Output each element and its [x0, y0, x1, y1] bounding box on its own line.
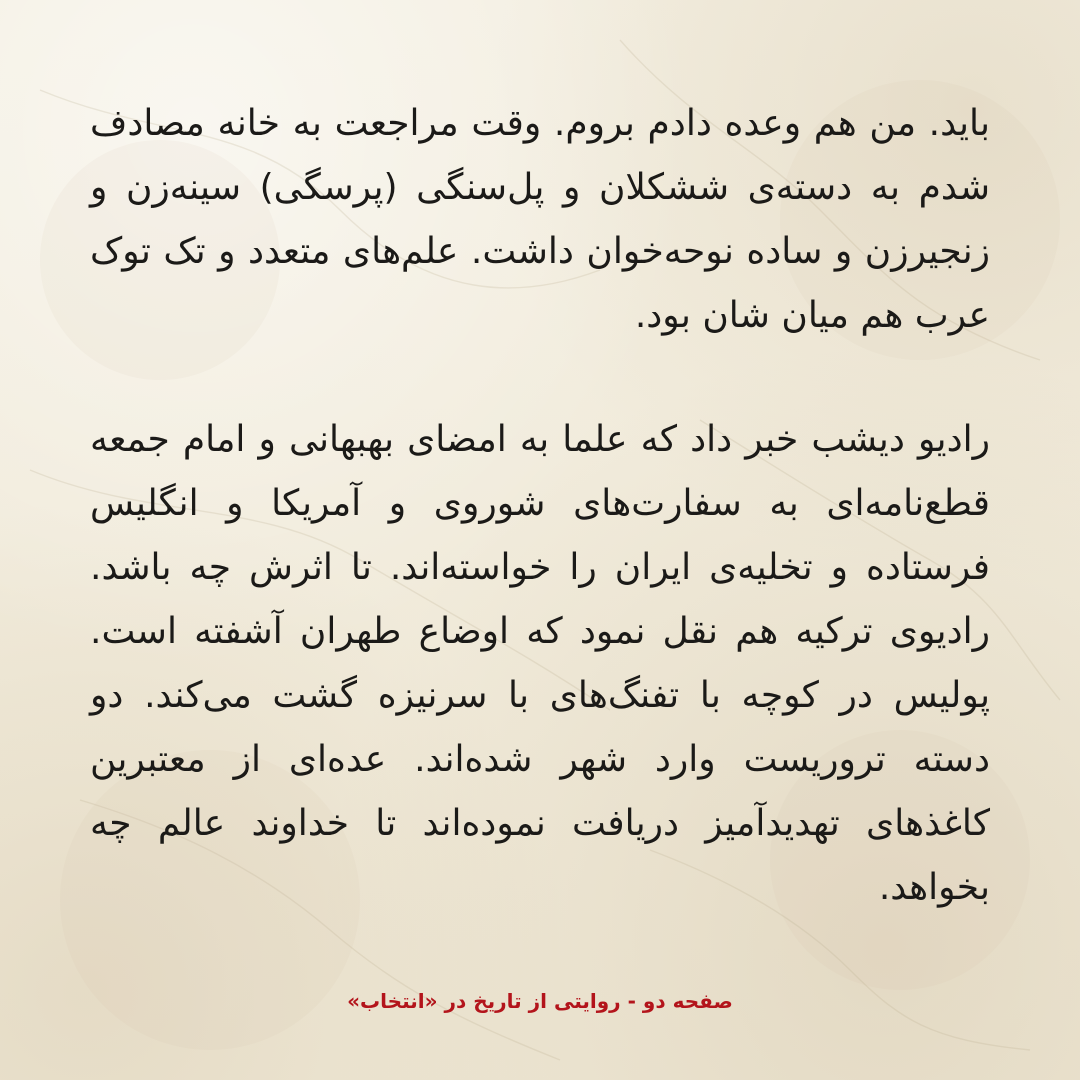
footer-caption: صفحه دو - روایتی از تاریخ در «انتخاب»: [347, 989, 733, 1013]
article-paragraph: باید. من هم وعده دادم بروم. وقت مراجعت به خانه مصادف شدم به دسته‌ی ششکلان و پل‌سنگی (پرسگی) سینه‌زن و زنجیرزن و ساده نوحه‌خوان داشت. علم‌های متعدد و تک توک عرب هم میان شان بود.: [90, 103, 990, 336]
article-paragraph: رادیو دیشب خبر داد که علما به امضای بهبهانی و امام جمعه قطع‌نامه‌ای به سفارت‌های شوروی و آمریکا و انگلیس فرستاده و تخلیه‌ی ایران را خواسته‌اند. تا اثرش چه باشد. رادیوی ترکیه هم نقل نمود که اوضاع طهران آشفته است. پولیس در کوچه با تفنگ‌های با سرنیزه گشت می‌کند. دو دسته تروریست وارد شهر شده‌اند. عده‌ای از معتبرین کاغذهای تهدیدآمیز دریافت نموده‌اند تا خداوند عالم چه بخواهد.: [90, 419, 990, 908]
article-body: [90, 92, 990, 920]
